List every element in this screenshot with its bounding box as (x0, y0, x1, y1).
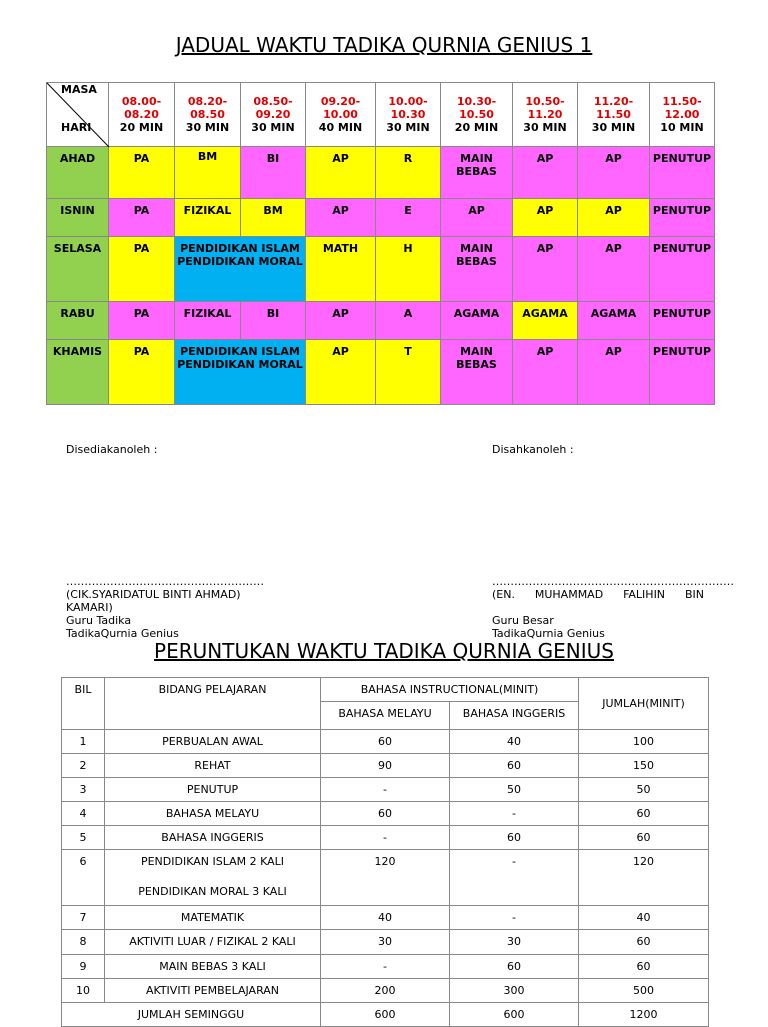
total-row (62, 1003, 709, 1027)
timetable-cell: AP (513, 147, 578, 199)
row-bm: 120 (321, 850, 450, 906)
row-jumlah: 60 (579, 826, 709, 850)
slot-header (376, 83, 441, 147)
header-melayu: BAHASA MELAYU (321, 702, 450, 730)
timetable-cell: E (376, 199, 441, 237)
row-bi: - (450, 906, 579, 930)
timetable-cell: MAIN BEBAS (441, 340, 513, 405)
slot-header (441, 83, 513, 147)
approved-by-signature-block (492, 575, 734, 640)
timetable-cell: PA (109, 340, 175, 405)
row-bidang: AKTIVITI LUAR / FIZIKAL 2 KALI (105, 930, 321, 955)
row-bidang: REHAT (105, 754, 321, 778)
timetable-cell: AP (513, 237, 578, 302)
approver-name-part: BIN (684, 588, 704, 601)
header-bahasa: BAHASA INSTRUCTIONAL(MINIT) (321, 678, 579, 702)
slot-duration: 30 MIN (185, 121, 230, 134)
slot-time: 10.30-10.50 (456, 95, 497, 121)
table-row (62, 979, 709, 1003)
approver-name-part: MUHAMMAD (534, 588, 604, 601)
slot-header (513, 83, 578, 147)
row-bidang (105, 850, 321, 906)
timetable-cell: PENUTUP (650, 199, 715, 237)
row-bil: 9 (62, 955, 105, 979)
slot-duration: 20 MIN (119, 121, 164, 134)
timetable-cell: BM (241, 199, 306, 237)
row-bm: 200 (321, 979, 450, 1003)
table-row (62, 778, 709, 802)
slot-time: 10.50-11.20 (525, 95, 565, 121)
preparer-name: (CIK.SYARIDATUL BINTI AHMAD) KAMARI) (66, 588, 241, 614)
row-bi: 60 (450, 955, 579, 979)
row-bi: - (450, 850, 579, 906)
row-bm: 60 (321, 730, 450, 754)
timetable-cell: PENUTUP (650, 237, 715, 302)
row-bm: - (321, 826, 450, 850)
table-row (62, 826, 709, 850)
day-label: RABU (47, 302, 109, 340)
approver-org: TadikaQurnia Genius (492, 627, 605, 640)
header-bidang: BIDANG PELAJARAN (105, 678, 321, 730)
timetable-cell: BI (241, 302, 306, 340)
timetable-cell: PA (109, 199, 175, 237)
row-bil: 5 (62, 826, 105, 850)
row-jumlah: 100 (579, 730, 709, 754)
row-bi: 60 (450, 826, 579, 850)
slot-duration: 30 MIN (386, 121, 430, 134)
approver-name-part: (EN. (492, 588, 515, 601)
row-bil: 1 (62, 730, 105, 754)
timetable-cell: PENDIDIKAN ISLAM PENDIDIKAN MORAL (175, 340, 306, 405)
row-bidang: BAHASA MELAYU (105, 802, 321, 826)
row-jumlah: 50 (579, 778, 709, 802)
row-bm: 90 (321, 754, 450, 778)
slot-time: 11.20-11.50 (593, 95, 634, 121)
timetable-cell: H (376, 237, 441, 302)
signature-line: ……………………………………………… (66, 575, 264, 588)
slot-time: 08.00-08.20 (121, 95, 162, 121)
row-jumlah: 60 (579, 930, 709, 955)
timetable-cell: PA (109, 147, 175, 199)
row-bm: - (321, 955, 450, 979)
header-jumlah: JUMLAH(MINIT) (579, 678, 709, 730)
total-jumlah: 1200 (579, 1003, 709, 1027)
slot-header (175, 83, 241, 147)
corner-hari-label: HARI (61, 121, 92, 134)
row-bi: 60 (450, 754, 579, 778)
slot-header (241, 83, 306, 147)
approved-by-label: Disahkanoleh : (492, 443, 574, 456)
slot-time: 11.50-12.00 (662, 95, 702, 121)
timetable-cell: AP (578, 147, 650, 199)
timetable-cell: AP (306, 302, 376, 340)
total-label: JUMLAH SEMINGGU (62, 1003, 321, 1027)
timetable-cell: R (376, 147, 441, 199)
row-bidang-line: PENDIDIKAN MORAL 3 KALI (138, 885, 287, 898)
day-label: AHAD (47, 147, 109, 199)
prepared-by-label: Disediakanoleh : (66, 443, 158, 456)
row-jumlah: 40 (579, 906, 709, 930)
timetable-cell: AP (306, 199, 376, 237)
timetable-cell: AGAMA (441, 302, 513, 340)
row-bm: - (321, 778, 450, 802)
day-label: ISNIN (47, 199, 109, 237)
section-title: PERUNTUKAN WAKTU TADIKA QURNIA GENIUS (154, 639, 614, 663)
row-bidang: AKTIVITI PEMBELAJARAN (105, 979, 321, 1003)
row-bil: 2 (62, 754, 105, 778)
timetable-cell: AP (513, 340, 578, 405)
timetable-cell: AP (441, 199, 513, 237)
row-bidang: MAIN BEBAS 3 KALI (105, 955, 321, 979)
row-bm: 40 (321, 906, 450, 930)
slot-duration: 30 MIN (523, 121, 567, 134)
page-title: JADUAL WAKTU TADIKA QURNIA GENIUS 1 (175, 33, 593, 57)
corner-masa-label: MASA (61, 83, 97, 96)
row-bidang: PENUTUP (105, 778, 321, 802)
timetable (46, 82, 715, 405)
row-bil: 6 (62, 850, 105, 906)
slot-duration: 30 MIN (591, 121, 636, 134)
row-bil: 4 (62, 802, 105, 826)
timetable-cell: AP (578, 340, 650, 405)
timetable-cell: BI (241, 147, 306, 199)
timetable-cell: AGAMA (513, 302, 578, 340)
row-bil: 8 (62, 930, 105, 955)
row-bi: 30 (450, 930, 579, 955)
slot-duration: 20 MIN (454, 121, 499, 134)
row-bm: 60 (321, 802, 450, 826)
timetable-cell: AP (306, 147, 376, 199)
timetable-cell: PENUTUP (650, 302, 715, 340)
row-bidang-line: PENDIDIKAN ISLAM 2 KALI (140, 855, 285, 868)
total-bi: 600 (450, 1003, 579, 1027)
slot-time: 10.00-10.30 (388, 95, 428, 121)
signature-line: ………………………………………………………… (492, 575, 734, 588)
timetable-cell: BM (175, 147, 241, 199)
timetable-cell: PENUTUP (650, 340, 715, 405)
row-jumlah: 60 (579, 955, 709, 979)
row-bi: 50 (450, 778, 579, 802)
table-row (62, 802, 709, 826)
timetable-cell: PA (109, 237, 175, 302)
slot-header (650, 83, 715, 147)
header-bil: BIL (62, 678, 105, 730)
row-bm: 30 (321, 930, 450, 955)
slot-header (306, 83, 376, 147)
timetable-cell: AP (578, 199, 650, 237)
timetable-cell: FIZIKAL (175, 199, 241, 237)
row-bil: 7 (62, 906, 105, 930)
slot-time: 08.50-09.20 (253, 95, 293, 121)
preparer-org: TadikaQurnia Genius (66, 627, 179, 640)
timetable-cell: AP (513, 199, 578, 237)
timetable-cell: MATH (306, 237, 376, 302)
table-row (62, 730, 709, 754)
table-row (62, 906, 709, 930)
allocation-table (61, 677, 709, 1027)
day-label: SELASA (47, 237, 109, 302)
timetable-corner-cell (47, 83, 109, 147)
approver-role: Guru Besar (492, 614, 554, 627)
prepared-by-signature-block (66, 575, 266, 640)
table-row (62, 850, 709, 906)
table-row (62, 754, 709, 778)
slot-time: 08.20-08.50 (187, 95, 228, 121)
timetable-cell: PENDIDIKAN ISLAM PENDIDIKAN MORAL (175, 237, 306, 302)
slot-header (578, 83, 650, 147)
row-bidang: MATEMATIK (105, 906, 321, 930)
timetable-cell: FIZIKAL (175, 302, 241, 340)
row-jumlah: 500 (579, 979, 709, 1003)
row-bidang: PERBUALAN AWAL (105, 730, 321, 754)
row-bil: 3 (62, 778, 105, 802)
timetable-cell: AP (578, 237, 650, 302)
row-jumlah: 60 (579, 802, 709, 826)
timetable-cell: MAIN BEBAS (441, 147, 513, 199)
header-inggeris: BAHASA INGGERIS (450, 702, 579, 730)
row-jumlah: 150 (579, 754, 709, 778)
timetable-cell: PENUTUP (650, 147, 715, 199)
row-bidang: BAHASA INGGERIS (105, 826, 321, 850)
row-bil: 10 (62, 979, 105, 1003)
row-jumlah: 120 (579, 850, 709, 906)
approver-name (492, 588, 704, 601)
approver-name-part: FALIHIN (623, 588, 666, 601)
timetable-cell: A (376, 302, 441, 340)
row-bi: 300 (450, 979, 579, 1003)
slot-time: 09.20-10.00 (320, 95, 361, 121)
row-bi: - (450, 802, 579, 826)
timetable-cell: AP (306, 340, 376, 405)
timetable-cell: PA (109, 302, 175, 340)
timetable-cell: T (376, 340, 441, 405)
day-label: KHAMIS (47, 340, 109, 405)
table-row (62, 930, 709, 955)
slot-header (109, 83, 175, 147)
timetable-cell: MAIN BEBAS (441, 237, 513, 302)
row-bi: 40 (450, 730, 579, 754)
preparer-role: Guru Tadika (66, 614, 132, 627)
slot-duration: 30 MIN (251, 121, 295, 134)
timetable-cell: AGAMA (578, 302, 650, 340)
table-row (62, 955, 709, 979)
total-bm: 600 (321, 1003, 450, 1027)
slot-duration: 10 MIN (660, 121, 704, 134)
slot-duration: 40 MIN (318, 121, 363, 134)
